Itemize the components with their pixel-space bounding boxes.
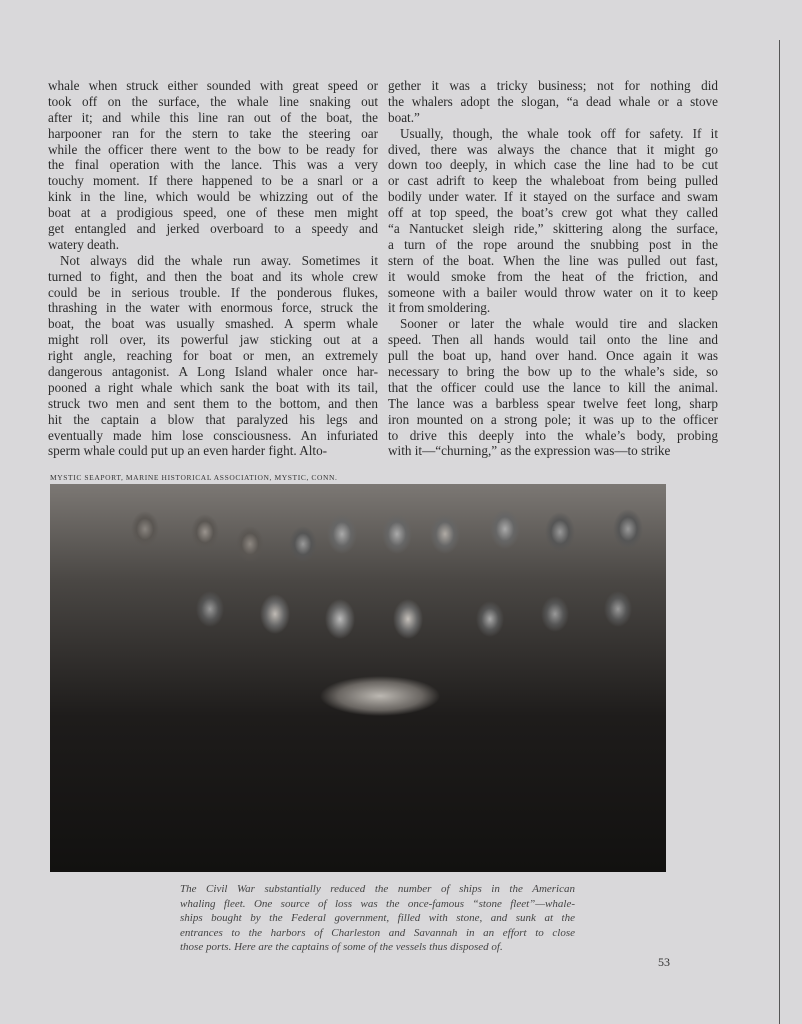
page-number: 53 [658,955,670,969]
text-line: it from smoldering. [388,300,491,316]
text-line: or cast adrift to keep the whaleboat from being pulled [388,173,718,189]
text-line: the final operation with the lance. This was a very [48,157,378,173]
text-line: sperm whale could put up an even harder fight. Alto- [48,443,328,459]
text-line: bodily under water. If it stayed on the surface and swam [388,189,718,205]
photo-caption [180,882,575,955]
text-line: it would smoke from the heat of the friction, and [388,268,718,284]
text-line: stern of the boat. When the line was pulled out fast, [388,252,718,268]
text-line: struck two men and sent them to the bottom, and then [48,395,378,411]
text-line: dived, there was always the chance that it might go [388,141,718,157]
text-line: gether it was a tricky business; not for nothing did [388,78,718,93]
text-line: turned to fight, and then the boat and its whole crew [48,268,378,284]
photo-credit: MYSTIC SEAPORT, MARINE HISTORICAL ASSOCIATION, MYSTIC, CONN. [50,473,338,482]
text-line: while the officer there went to the bow to be ready for [48,141,378,157]
text-line: iron mounted on a strong pole; it was up to the officer [388,411,718,427]
text-line: that the officer could use the lance to kill the animal. [388,379,718,395]
text-line: ships bought by the Federal government, filled with stone, and sunk at the [180,912,575,924]
text-line: Not always did the whale run away. Sometimes it [60,252,378,268]
captains-group-photograph [50,484,666,872]
text-line: harpooner ran for the stern to take the steering oar [48,125,378,141]
text-line: boat at a prodigious speed, one of these men might [48,205,378,221]
text-line: took off on the surface, the whale line snaking out [48,93,378,109]
text-line: right angle, reaching for boat or men, an extremely [48,348,378,364]
text-line: could be in serious trouble. If the ponderous flukes, [48,284,378,300]
text-line: pooned a right whale which sank the boat with its tail, [48,379,378,395]
text-line: boat, the boat was usually smashed. A sperm whale [48,316,378,332]
text-line: might roll over, its powerful jaw sticking out at a [48,332,378,348]
text-line: dangerous antagonist. A Long Island whaler once har- [48,364,378,380]
text-line: speed. Then all hands would tail onto the line and [388,332,718,348]
page-edge-line [779,40,780,1024]
text-line: eventually made him lose consciousness. An infuriated [48,427,378,443]
text-line: down too deeply, in which case the line had to be cut [388,157,718,173]
text-line: watery death. [48,236,120,252]
left-text-column [48,78,378,459]
text-line: entrances to the harbors of Charleston and Savannah in an effort to close [180,926,575,939]
text-line: kink in the line, which would be whizzing out of the [48,189,378,205]
text-line: off at top speed, the boat’s crew got what they called [388,205,718,221]
text-line: after it; and while this line ran out of the boat, the [48,109,378,125]
text-line: touchy moment. If there happened to be a snarl or a [48,173,378,189]
text-line: the whalers adopt the slogan, “a dead whale or a stove [388,93,718,109]
text-line: The lance was a barbless spear twelve feet long, sharp [388,395,718,411]
text-line: “a Nantucket sleigh ride,” skittering along the surface, [388,221,718,237]
text-line: someone with a bailer would throw water on it to keep [388,284,718,300]
text-line: Sooner or later the whale would tire and slacken [400,316,718,332]
text-line: necessary to bring the bow up to the whale’s side, so [388,364,718,380]
text-line: a turn of the rope around the snubbing post in the [388,236,718,252]
text-line: boat.” [388,109,420,125]
text-line: thrashing in the water with enormous force, struck the [48,300,378,316]
text-line: hit the captain a blow that paralyzed his legs and [48,411,378,427]
text-line: with it—“churning,” as the expression was—to strike [388,443,671,459]
text-line: get entangled and jerked overboard to a speedy and [48,221,378,237]
right-text-column [388,78,718,459]
text-line: Usually, though, the whale took off for safety. If it [400,125,718,141]
text-line: to drive this deeply into the whale’s body, probing [388,427,718,443]
text-line: The Civil War substantially reduced the number of ships in the American [180,883,575,895]
text-line: whale when struck either sounded with great speed or [48,78,378,93]
text-line: those ports. Here are the captains of some of the vessels thus disposed of. [180,941,503,953]
text-line: pull the boat up, hand over hand. Once again it was [388,348,718,364]
text-line: whaling fleet. One source of loss was the once-famous “stone fleet”—whale- [180,897,575,910]
